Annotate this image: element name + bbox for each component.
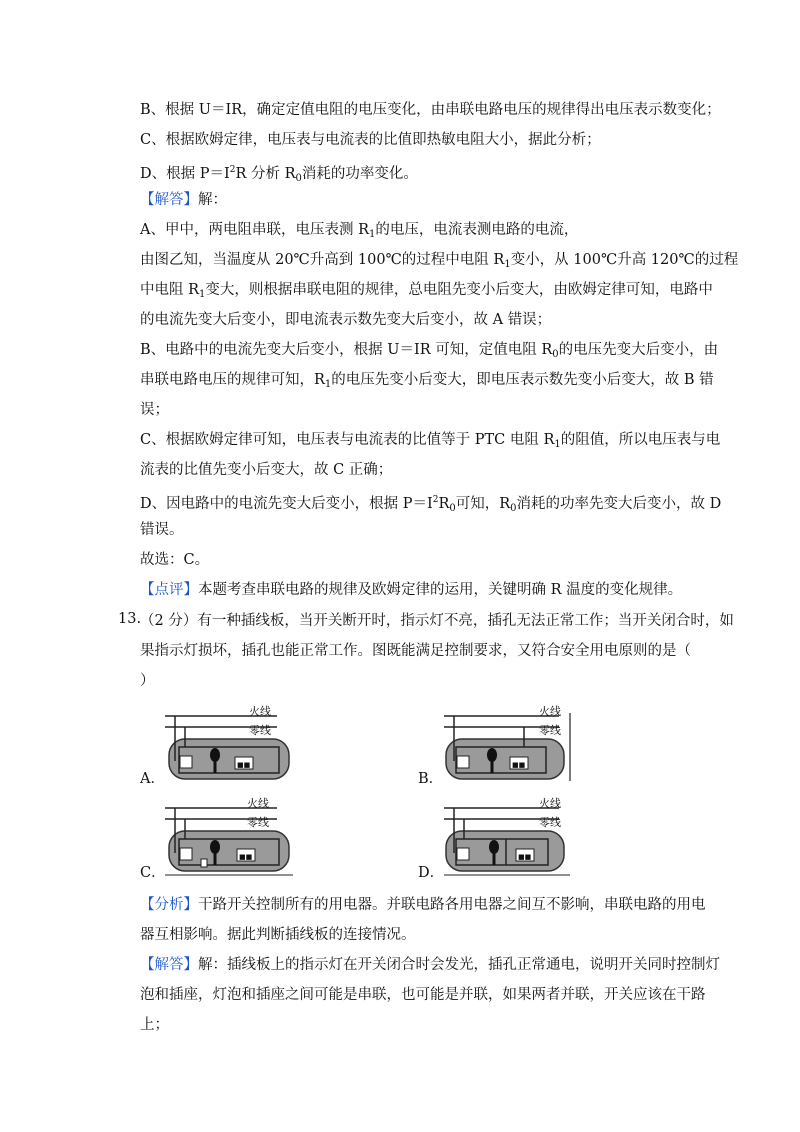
text-line: B、电路中的电流先变大后变小，根据 U＝IR 可知，定值电阻 $R_0$的电压先变大后变小，由 <box>140 342 719 360</box>
text-line: C、根据欧姆定律，电压表与电流表的比值即热敏电阻大小，据此分析； <box>140 132 601 148</box>
comment-tag: 【点评】 <box>140 582 198 598</box>
answer-line: 【解答】解：插线板上的指示灯在开关闭合时会发光，插孔正常通电，说明开关同时控制灯 <box>140 957 720 973</box>
answer-tag: 【解答】 <box>140 957 198 973</box>
text-line: 错误。 <box>140 522 184 538</box>
text-line: 误； <box>140 402 169 418</box>
svg-text:火线: 火线 <box>247 797 269 810</box>
text-line: B、根据 U＝IR，确定定值电阻的电压变化，由串联电路电压的规律得出电压表示数变化； <box>140 102 721 118</box>
option-d-diagram <box>444 795 574 877</box>
svg-text:■■: ■■ <box>518 853 532 861</box>
text-line: 流表的比值先变小后变大，故 C 正确； <box>140 462 393 478</box>
text-line: 串联电路电压的规律可知，$R_1$的电压先变小后变大，即电压表示数先变小后变大，故 B 错 <box>140 372 714 390</box>
comment-line: 【点评】本题考查串联电路的规律及欧姆定律的运用，关键明确 R 温度的变化规律。 <box>140 582 683 598</box>
text-line: D、根据 $P=I^2R$ 分析 $R_0$消耗的功率变化。 <box>140 165 418 184</box>
analysis-line: 器互相影响。据此判断插线板的连接情况。 <box>140 927 416 943</box>
option-c-diagram <box>165 795 295 877</box>
svg-text:零线: 零线 <box>539 816 561 829</box>
text-line: 由图乙知，当温度从 20℃升高到 100℃的过程中电阻 $R_1$变小，从 100℃升高 120℃的过程 <box>140 252 739 270</box>
option-b-label: B． <box>418 771 444 787</box>
question-number: 13. <box>118 611 142 627</box>
svg-text:■■: ■■ <box>512 761 526 769</box>
svg-text:零线: 零线 <box>249 724 271 737</box>
svg-text:火线: 火线 <box>539 797 561 810</box>
question-line: 果指示灯损坏，插孔也能正常工作。图既能满足控制要求，又符合安全用电原则的是（ <box>140 643 691 659</box>
text-line: 故选：C。 <box>140 552 210 568</box>
option-a-label: A． <box>140 771 165 787</box>
option-d-label: D． <box>418 865 445 881</box>
option-b-diagram <box>444 703 574 783</box>
svg-text:■■: ■■ <box>237 761 251 769</box>
svg-text:零线: 零线 <box>247 816 269 829</box>
analysis-tag: 【分析】 <box>140 897 198 913</box>
analysis-line: 【分析】干路开关控制所有的用电器。并联电路各用电器之间互不影响，串联电路的用电 <box>140 897 706 913</box>
answer-line: 上； <box>140 1017 169 1033</box>
text-line: D、因电路中的电流先变大后变小，根据 $P=I^2R_0$可知，$R_0$消耗的功率先变大后变小，故 D <box>140 495 722 514</box>
answer-heading: 【解答】解： <box>140 192 227 208</box>
option-c-label: C． <box>140 865 166 881</box>
answer-line: 泡和插座，灯泡和插座之间可能是串联，也可能是并联，如果两者并联，开关应该在干路 <box>140 987 706 1003</box>
answer-tag: 【解答】 <box>140 192 198 208</box>
svg-text:■■: ■■ <box>239 853 253 861</box>
text-line: A、甲中，两电阻串联，电压表测 $R_1$的电压，电流表测电路的电流， <box>140 222 579 240</box>
option-a-diagram <box>165 703 295 783</box>
svg-text:火线: 火线 <box>539 705 561 718</box>
text-line: 中电阻 $R_1$变大，则根据串联电阻的规律，总电阻先变小后变大，由欧姆定律可知，电路中 <box>140 282 713 300</box>
text-line: C、根据欧姆定律可知，电压表与电流表的比值等于 PTC 电阻 $R_1$的阻值，所以电压表与电 <box>140 432 721 450</box>
svg-text:火线: 火线 <box>249 705 271 718</box>
svg-text:零线: 零线 <box>539 724 561 737</box>
text-line: 的电流先变大后变小，即电流表示数先变大后变小，故 A 错误； <box>140 312 552 328</box>
question-line: （2 分）有一种插线板，当开关断开时，指示灯不亮，插孔无法正常工作；当开关闭合时，如 <box>140 613 734 629</box>
question-line: ） <box>140 673 155 689</box>
